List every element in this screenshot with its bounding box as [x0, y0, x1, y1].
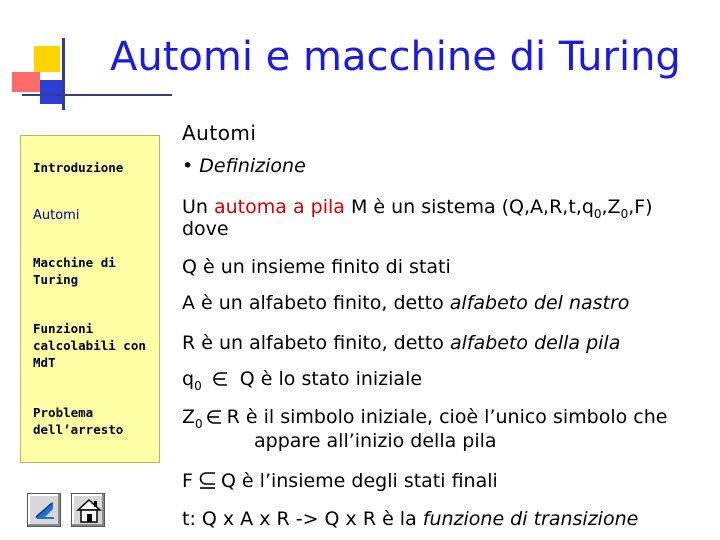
sidebar-item-funzioni-calcolabili[interactable]: Funzioni calcolabili con MdT	[33, 321, 146, 370]
back-button[interactable]	[27, 493, 61, 527]
subseteq-icon	[195, 471, 219, 491]
sidebar-item-automi[interactable]: Automi	[33, 208, 80, 223]
a-definition	[182, 292, 629, 314]
home-icon	[72, 494, 106, 528]
back-arrow-icon	[28, 494, 62, 528]
logo-blue-square	[40, 80, 64, 104]
bullet-text: • Definizione	[182, 155, 306, 177]
a-pre: A è un alfabeto finito, detto	[182, 292, 450, 314]
logo-yellow-square	[34, 46, 60, 72]
f-definition	[182, 470, 498, 492]
q0-sub: 0	[194, 378, 202, 393]
section-heading: Automi	[182, 121, 257, 145]
def-term: automa a pila	[214, 196, 345, 218]
sidebar-item-introduzione[interactable]: Introduzione	[33, 160, 124, 175]
definition-line-2: dove	[182, 218, 229, 240]
t-pre: t: Q x A x R -> Q x R è la	[182, 508, 423, 530]
t-term: funzione di transizione	[422, 508, 639, 530]
r-definition	[182, 332, 620, 354]
logo-vertical-line	[62, 38, 65, 110]
r-term: alfabeto della pila	[449, 332, 621, 354]
def-post: M è un sistema (Q,A,R,t,q	[344, 196, 594, 218]
def-end: ,F)	[628, 196, 653, 218]
q-definition: Q è un insieme finito di stati	[182, 256, 451, 278]
z0-definition	[182, 406, 667, 431]
f-rest: Q è l’insieme degli stati finali	[220, 470, 498, 492]
sidebar-item-problema-arresto[interactable]: Problema dell’arresto	[33, 405, 124, 437]
def-sub1: 0	[620, 206, 629, 221]
r-pre: R è un alfabeto finito, detto	[182, 332, 450, 354]
slide-title: Automi e macchine di Turing	[110, 34, 681, 80]
def-mid: ,Z	[601, 196, 621, 218]
z0-rest: R è il simbolo iniziale, cioè l’unico simbolo che	[226, 406, 668, 428]
logo-horizontal-line	[22, 94, 172, 96]
element-of-icon-2	[204, 408, 226, 426]
z0-definition-line-2: appare all’inizio della pila	[254, 430, 497, 452]
sidebar-item-macchine-di-turing[interactable]: Macchine di Turing	[33, 255, 116, 287]
bullet-definizione	[182, 155, 306, 177]
home-button[interactable]	[71, 493, 105, 527]
element-of-icon	[210, 370, 232, 388]
z0-symbol: Z	[182, 406, 196, 428]
q0-definition	[182, 368, 422, 393]
q0-symbol: q	[182, 368, 195, 390]
def-sub0: 0	[593, 206, 602, 221]
def-pre: Un	[182, 196, 214, 218]
z0-sub: 0	[195, 416, 203, 431]
f-symbol: F	[182, 470, 193, 492]
sidebar	[20, 135, 160, 463]
q0-rest: Q è lo stato iniziale	[239, 368, 423, 390]
logo-red-square	[12, 72, 40, 92]
definition-line	[182, 196, 653, 221]
a-term: alfabeto del nastro	[449, 292, 630, 314]
t-definition	[182, 508, 638, 530]
